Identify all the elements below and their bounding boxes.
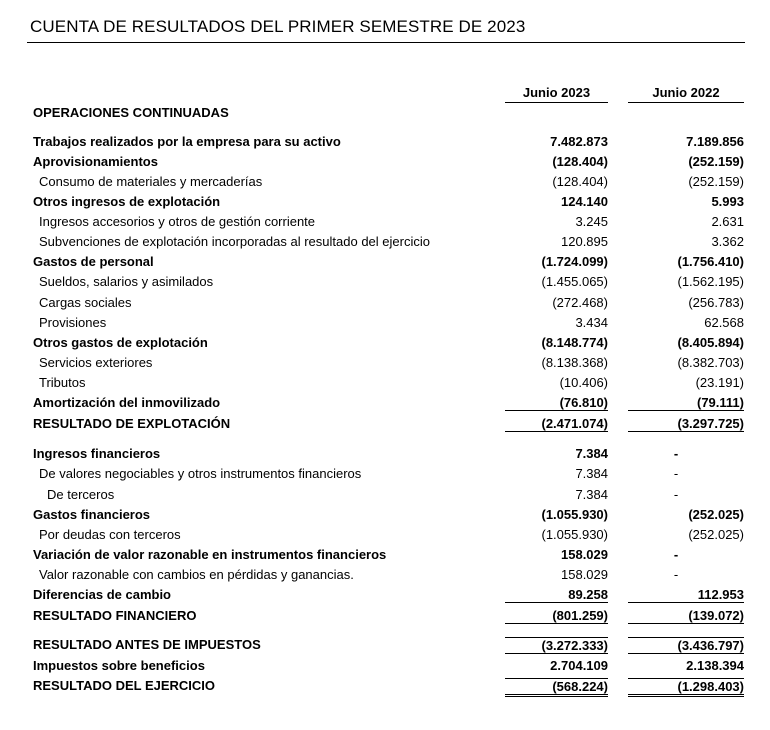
value-2022: (252.025) [688,527,744,542]
table-row [0,271,770,291]
value-2023: (3.272.333) [505,637,608,654]
table-row [0,332,770,352]
value-2023: (2.471.074) [505,416,608,432]
value-2022: - [673,547,679,562]
value-2022: 3.362 [711,234,744,249]
value-2022: 7.189.856 [686,134,744,149]
table-row [0,171,770,191]
value-2022: 2.631 [711,214,744,229]
value-2022: - [673,487,679,502]
row-label: Provisiones [39,315,107,330]
table-row-total [0,413,770,433]
row-label: Otros ingresos de explotación [33,194,221,209]
value-2023: 124.140 [561,194,608,209]
value-2022: (139.072) [628,608,744,624]
value-2022: (256.783) [688,295,744,310]
table-row [0,484,770,504]
value-2022: (1.756.410) [677,254,744,269]
value-2022: (1.298.403) [628,678,744,697]
value-2022: (1.562.195) [677,274,744,289]
value-2022: 62.568 [704,315,744,330]
value-2023: (568.224) [505,678,608,697]
value-2022: (3.436.797) [628,637,744,654]
value-2022: (8.382.703) [677,355,744,370]
table-row [0,251,770,271]
value-2023: (10.406) [559,375,608,390]
table-row [0,524,770,544]
value-2022: - [673,567,679,582]
value-2022: 5.993 [711,194,744,209]
table-row-total [0,605,770,625]
row-label: Ingresos financieros [33,446,161,461]
row-label: Trabajos realizados por la empresa para su activo [33,134,341,149]
row-label: Por deudas con terceros [39,527,181,542]
table-row-total [0,634,770,654]
row-label: De valores negociables y otros instrumentos financieros [39,466,362,481]
value-2023: 7.384 [575,466,608,481]
row-label: Variación de valor razonable en instrumentos financieros [33,547,387,562]
table-row [0,231,770,251]
value-2023: (1.455.065) [541,274,608,289]
value-2022: (8.405.894) [677,335,744,350]
title-divider [27,42,745,43]
value-2023: 2.704.109 [550,658,608,673]
value-2023: (76.810) [505,395,608,411]
row-label: RESULTADO DEL EJERCICIO [33,678,216,693]
table-row [0,392,770,412]
table-row [0,584,770,604]
value-2023: 3.245 [575,214,608,229]
value-2022: (23.191) [695,375,744,390]
table-row [0,312,770,332]
row-label: Sueldos, salarios y asimilados [39,274,214,289]
table-row [0,191,770,211]
value-2023: (1.055.930) [541,507,608,522]
row-label: Valor razonable con cambios en pérdidas y ganancias. [39,567,354,582]
value-2022: (252.159) [688,174,744,189]
value-2023: (272.468) [552,295,608,310]
value-2023: 7.384 [575,487,608,502]
value-2023: (8.148.774) [541,335,608,350]
row-label: RESULTADO FINANCIERO [33,608,197,623]
table-row-total [0,675,770,695]
row-label: Diferencias de cambio [33,587,171,602]
section-heading: OPERACIONES CONTINUADAS [33,105,229,120]
table-row [0,131,770,151]
table-row [0,211,770,231]
table-row [0,463,770,483]
table-row [0,655,770,675]
table-row [0,292,770,312]
value-2023: 89.258 [505,587,608,603]
value-2022: - [673,446,679,461]
value-2022: (3.297.725) [628,416,744,432]
row-label: Gastos de personal [33,254,154,269]
page-title: CUENTA DE RESULTADOS DEL PRIMER SEMESTRE DE 2023 [30,17,526,36]
table-row [0,151,770,171]
value-2023: (1.055.930) [541,527,608,542]
row-label: Consumo de materiales y mercaderías [39,174,263,189]
value-2023: (8.138.368) [541,355,608,370]
row-label: RESULTADO ANTES DE IMPUESTOS [33,637,261,652]
value-2023: 7.384 [575,446,608,461]
value-2023: (128.404) [552,174,608,189]
table-row [0,352,770,372]
table-row [0,443,770,463]
row-label: Subvenciones de explotación incorporadas al resultado del ejercicio [39,234,430,249]
value-2023: 3.434 [575,315,608,330]
row-label: Servicios exteriores [39,355,153,370]
table-row [0,544,770,564]
value-2022: (79.111) [628,395,744,411]
row-label: Aprovisionamientos [33,154,158,169]
row-label: RESULTADO DE EXPLOTACIÓN [33,416,231,431]
row-label: Tributos [39,375,86,390]
value-2022: 2.138.394 [686,658,744,673]
value-2023: 158.029 [561,547,608,562]
value-2022: (252.025) [688,507,744,522]
row-label: Amortización del inmovilizado [33,395,221,410]
value-2022: - [673,466,679,481]
value-2023: 7.482.873 [550,134,608,149]
value-2023: 158.029 [561,567,608,582]
row-label: Gastos financieros [33,507,151,522]
value-2023: (128.404) [552,154,608,169]
table-row [0,504,770,524]
value-2023: 120.895 [561,234,608,249]
value-2023: (1.724.099) [541,254,608,269]
row-label: De terceros [47,487,115,502]
row-label: Cargas sociales [39,295,132,310]
value-2023: (801.259) [505,608,608,624]
row-label: Impuestos sobre beneficios [33,658,205,673]
column-header-junio-2022: Junio 2022 [628,85,744,103]
value-2022: (252.159) [688,154,744,169]
value-2022: 112.953 [628,587,744,603]
column-header-junio-2023: Junio 2023 [505,85,608,103]
table-row [0,372,770,392]
row-label: Otros gastos de explotación [33,335,208,350]
table-row [0,564,770,584]
row-label: Ingresos accesorios y otros de gestión corriente [39,214,316,229]
